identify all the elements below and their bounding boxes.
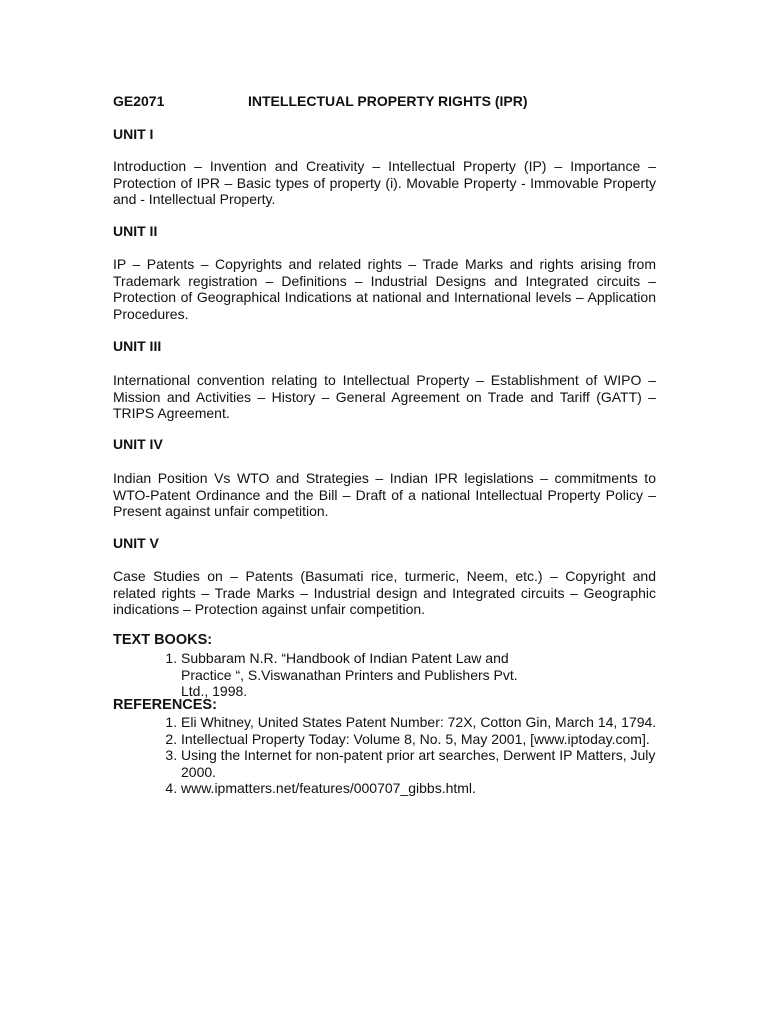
unit-5-text: Case Studies on – Patents (Basumati rice, turmeric, Neem, etc.) – Copyright and related rights – Trade Marks – Industrial design and Integrated circuits – Geographic indications – Protection against unfair competition. <box>113 568 656 617</box>
unit-5-heading: UNIT V <box>113 535 159 551</box>
unit-1-text: Introduction – Invention and Creativity – Intellectual Property (IP) – Importance – Protection of IPR – Basic types of property (i). Movable Property - Immovable Property and - Intellectual Property. <box>113 158 656 207</box>
unit-3-text: International convention relating to Intellectual Property – Establishment of WIPO – Mission and Activities – History – General Agreement on Trade and Tariff (GATT) – TRIPS Agreement. <box>113 372 656 421</box>
unit-2-heading: UNIT II <box>113 223 158 239</box>
text-book-item: 1. Subbaram N.R. “Handbook of Indian Patent Law and Practice “, S.Viswanathan Printers and Publishers Pvt. Ltd., 1998. <box>181 650 548 700</box>
reference-item: 2. Intellectual Property Today: Volume 8, No. 5, May 2001, [www.iptoday.com]. <box>181 731 658 748</box>
text-books-heading: TEXT BOOKS: <box>113 632 213 648</box>
course-title: INTELLECTUAL PROPERTY RIGHTS (IPR) <box>248 93 528 109</box>
unit-4-heading: UNIT IV <box>113 436 163 452</box>
unit-1-heading: UNIT I <box>113 126 154 142</box>
reference-item: 3. Using the Internet for non-patent prior art searches, Derwent IP Matters, July 2000. <box>181 747 658 780</box>
reference-item: 1. Eli Whitney, United States Patent Number: 72X, Cotton Gin, March 14, 1794. <box>181 714 658 731</box>
text-books-list <box>113 650 658 700</box>
references-list <box>113 714 658 797</box>
reference-item: 4. www.ipmatters.net/features/000707_gibbs.html. <box>181 780 658 797</box>
unit-3-heading: UNIT III <box>113 338 162 354</box>
unit-2-text: IP – Patents – Copyrights and related rights – Trade Marks and rights arising from Trademark registration – Definitions – Industrial Designs and Integrated circuits – Protection of Geographical Indications at national and International levels – Application Procedures. <box>113 256 656 322</box>
course-code: GE2071 <box>113 93 165 109</box>
unit-4-text: Indian Position Vs WTO and Strategies – Indian IPR legislations – commitments to WTO-Patent Ordinance and the Bill – Draft of a national Intellectual Property Policy – Present against unfair competition. <box>113 470 656 519</box>
references-heading: REFERENCES: <box>113 697 217 713</box>
